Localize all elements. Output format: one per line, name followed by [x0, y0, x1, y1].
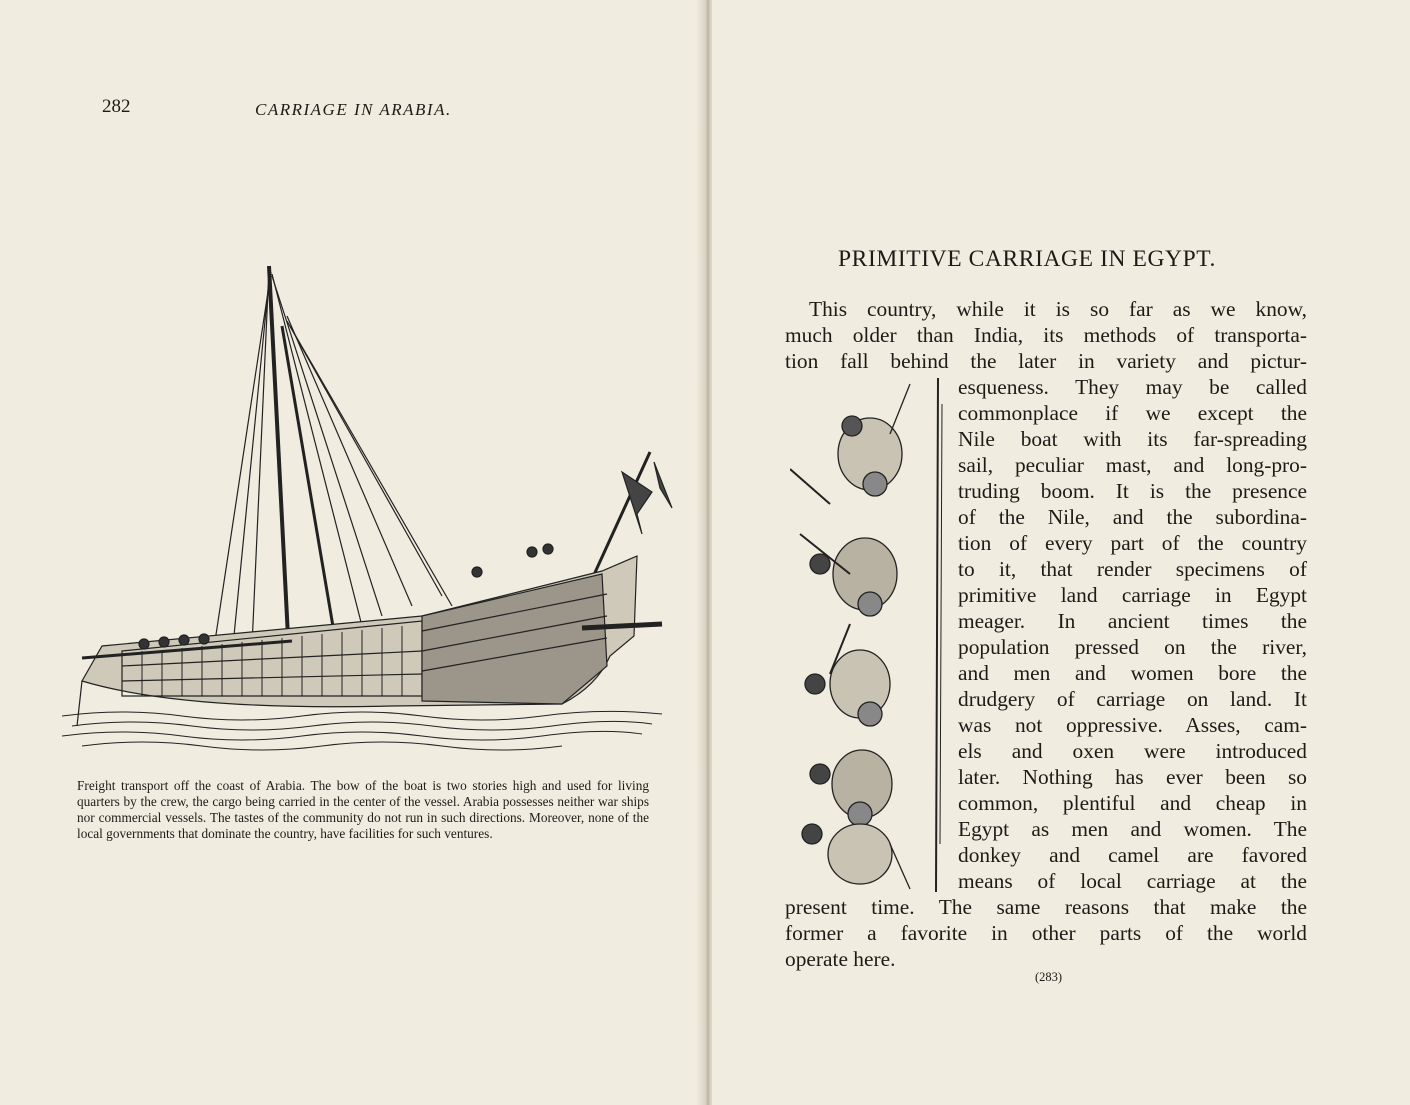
- text-line: later. Nothing has ever been so: [958, 765, 1307, 789]
- running-head: CARRIAGE IN ARABIA.: [255, 100, 452, 119]
- text-line: primitive land carriage in Egypt: [958, 583, 1307, 607]
- text-line: Nile boat with its far-spreading: [958, 427, 1307, 451]
- illustration-caption: Freight transport off the coast of Arabia. The bow of the boat is two stories high and used for living quarters by the crew, the cargo being carried in the center of the vessel. Arabia possesses neither war ships nor commercial vessels. The tastes of the community do not run in such directions. Moreover, none of the local governments that dominate the country, have facilities for such ventures.: [77, 778, 649, 841]
- text-line: means of local carriage at the: [958, 869, 1307, 893]
- text-line: operate here.: [785, 947, 896, 971]
- text-line: was not oppressive. Asses, cam-: [958, 713, 1307, 737]
- text-line: truding boom. It is the presence: [958, 479, 1307, 503]
- page-number-left: 282: [102, 96, 131, 117]
- text-line: present time. The same reasons that make the: [785, 895, 1307, 919]
- ship-illustration: [62, 256, 674, 756]
- text-line: commonplace if we except the: [958, 401, 1307, 425]
- text-line: population pressed on the river,: [958, 635, 1307, 659]
- left-page: [0, 0, 704, 1105]
- text-line: tion of every part of the country: [958, 531, 1307, 555]
- page-number-right: (283): [1035, 970, 1063, 984]
- text-line: This country, while it is so far as we know,: [809, 297, 1307, 321]
- text-line: former a favorite in other parts of the world: [785, 921, 1307, 945]
- text-line: donkey and camel are favored: [958, 843, 1307, 867]
- text-line: els and oxen were introduced: [958, 739, 1307, 763]
- chapter-title: PRIMITIVE CARRIAGE IN EGYPT.: [838, 246, 1216, 272]
- text-line: meager. In ancient times the: [958, 609, 1307, 633]
- text-line: Egypt as men and women. The: [958, 817, 1307, 841]
- text-line: common, plentiful and cheap in: [958, 791, 1307, 815]
- text-line: much older than India, its methods of transporta-: [785, 323, 1307, 347]
- chapter-body: [785, 296, 1307, 972]
- text-line: sail, peculiar mast, and long-pro-: [958, 453, 1307, 477]
- text-line: and men and women bore the: [958, 661, 1307, 685]
- text-line: drudgery of carriage on land. It: [958, 687, 1307, 711]
- text-line: tion fall behind the later in variety and pictur-: [785, 349, 1307, 373]
- text-line: of the Nile, and the subordina-: [958, 505, 1307, 529]
- text-line: to it, that render specimens of: [958, 557, 1307, 581]
- text-line: esqueness. They may be called: [958, 375, 1307, 399]
